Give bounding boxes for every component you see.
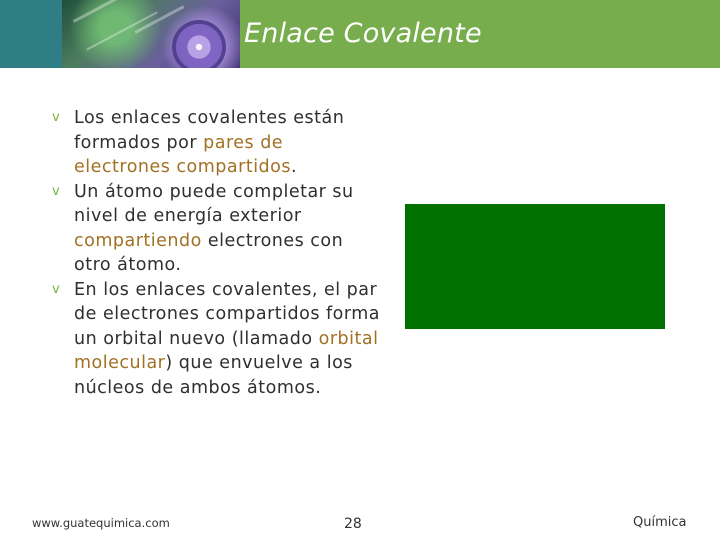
bullet-check-icon: v (52, 183, 61, 199)
bullet-list (52, 106, 382, 400)
bullet-check-icon: v (52, 110, 61, 125)
bullet-check-icon: v (52, 281, 61, 297)
footer-page-number: 28 (344, 516, 362, 532)
bullet-text: En los enlaces covalentes, el par de electrones compartidos forma un orbital nuevo (llamado (74, 279, 381, 349)
slide-title: Enlace Covalente (244, 18, 482, 49)
bullet-item (52, 180, 382, 278)
highlighted-term: pares de electrones compartidos (74, 132, 291, 177)
bullet-item (52, 106, 382, 180)
header-left-block (0, 0, 62, 68)
highlighted-term: orbital molecular (74, 328, 379, 373)
highlighted-term: compartiendo (74, 230, 202, 251)
footer-website: www.guatequimica.com (32, 516, 170, 530)
bullet-text: ) que envuelve a los núcleos de ambos átomos. (74, 353, 353, 398)
bullet-text: . (291, 157, 298, 177)
bullet-text: Un átomo puede completar su nivel de energía exterior (74, 181, 354, 226)
footer-subject: Química (633, 515, 687, 530)
green-placeholder-box (405, 204, 665, 329)
header-collage-image (62, 0, 240, 68)
bullet-text: electrones con otro átomo. (74, 230, 344, 275)
bullet-item (52, 278, 382, 401)
header-bar (0, 0, 720, 68)
bullet-text: Los enlaces covalentes están formados por (74, 108, 345, 153)
